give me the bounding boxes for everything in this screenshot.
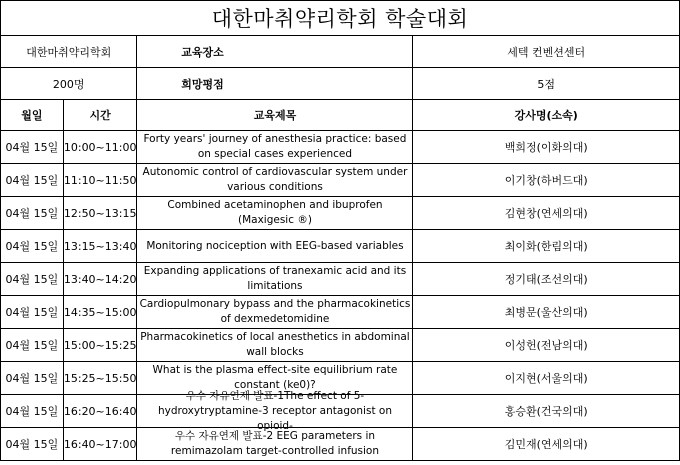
session-time: 14:35~15:00 (63, 296, 137, 329)
session-date: 04월 15일 (1, 197, 64, 230)
session-speaker: 김현창(연세의대) (413, 197, 680, 230)
session-row (1, 230, 680, 263)
session-row (1, 329, 680, 362)
session-course-title: Pharmacokinetics of local anesthetics in abdominal wall blocks (137, 329, 413, 362)
session-speaker: 최병문(울산의대) (413, 296, 680, 329)
session-speaker: 이기창(하버드대) (413, 164, 680, 197)
session-date: 04월 15일 (1, 131, 64, 164)
session-time: 12:50~13:15 (63, 197, 137, 230)
session-course-title: What is the plasma effect-site equilibrium rate constant (ke0)? (137, 362, 413, 395)
header-course: 교육제목 (137, 100, 413, 131)
document-title: 대한마취약리학회 학술대회 (1, 1, 680, 36)
session-row (1, 197, 680, 230)
session-date: 04월 15일 (1, 164, 64, 197)
session-date: 04월 15일 (1, 230, 64, 263)
session-time: 16:40~17:00 (63, 428, 137, 461)
session-course-title: Monitoring nociception with EEG-based variables (137, 230, 413, 263)
capacity-value: 200명 (1, 68, 137, 100)
session-time: 15:00~15:25 (63, 329, 137, 362)
session-time: 13:15~13:40 (63, 230, 137, 263)
session-row (1, 395, 680, 428)
session-course-title: 우수 자유연제 발표-1The effect of 5-hydroxytryptamine-3 receptor antagonist on opioid- (137, 395, 413, 428)
header-speaker: 강사명(소속) (413, 100, 680, 131)
venue-value: 세텍 컨벤션센터 (413, 36, 680, 68)
header-date: 월일 (1, 100, 64, 131)
session-time: 10:00~11:00 (63, 131, 137, 164)
session-speaker: 정기태(조선의대) (413, 263, 680, 296)
session-course-title: Forty years' journey of anesthesia practice: based on special cases experienced (137, 131, 413, 164)
organizer-value: 대한마취약리학회 (1, 36, 137, 68)
session-course-title: 우수 자유연제 발표-2 EEG parameters in remimazolam target-controlled infusion (137, 428, 413, 461)
session-time: 13:40~14:20 (63, 263, 137, 296)
session-date: 04월 15일 (1, 362, 64, 395)
session-row (1, 428, 680, 461)
session-course-title: Autonomic control of cardiovascular system under various conditions (137, 164, 413, 197)
session-course-title: Cardiopulmonary bypass and the pharmacokinetics of dexmedetomidine (137, 296, 413, 329)
session-time: 16:20~16:40 (63, 395, 137, 428)
rating-value: 5점 (413, 68, 680, 100)
session-row (1, 263, 680, 296)
session-time: 11:10~11:50 (63, 164, 137, 197)
session-date: 04월 15일 (1, 395, 64, 428)
session-row (1, 131, 680, 164)
session-speaker: 홍승환(건국의대) (413, 395, 680, 428)
venue-label: 교육장소 (137, 36, 413, 68)
session-speaker: 최이화(한림의대) (413, 230, 680, 263)
session-time: 15:25~15:50 (63, 362, 137, 395)
rating-label: 희망평점 (137, 68, 413, 100)
session-row (1, 164, 680, 197)
session-date: 04월 15일 (1, 263, 64, 296)
session-speaker: 이지현(서울의대) (413, 362, 680, 395)
session-date: 04월 15일 (1, 428, 64, 461)
session-row (1, 296, 680, 329)
session-speaker: 김민재(연세의대) (413, 428, 680, 461)
session-date: 04월 15일 (1, 329, 64, 362)
session-course-title: Expanding applications of tranexamic acid and its limitations (137, 263, 413, 296)
session-rows (1, 131, 680, 461)
session-speaker: 백희정(이화의대) (413, 131, 680, 164)
session-speaker: 이성헌(전남의대) (413, 329, 680, 362)
session-course-title: Combined acetaminophen and ibuprofen (Maxigesic ®) (137, 197, 413, 230)
session-date: 04월 15일 (1, 296, 64, 329)
header-time: 시간 (63, 100, 137, 131)
